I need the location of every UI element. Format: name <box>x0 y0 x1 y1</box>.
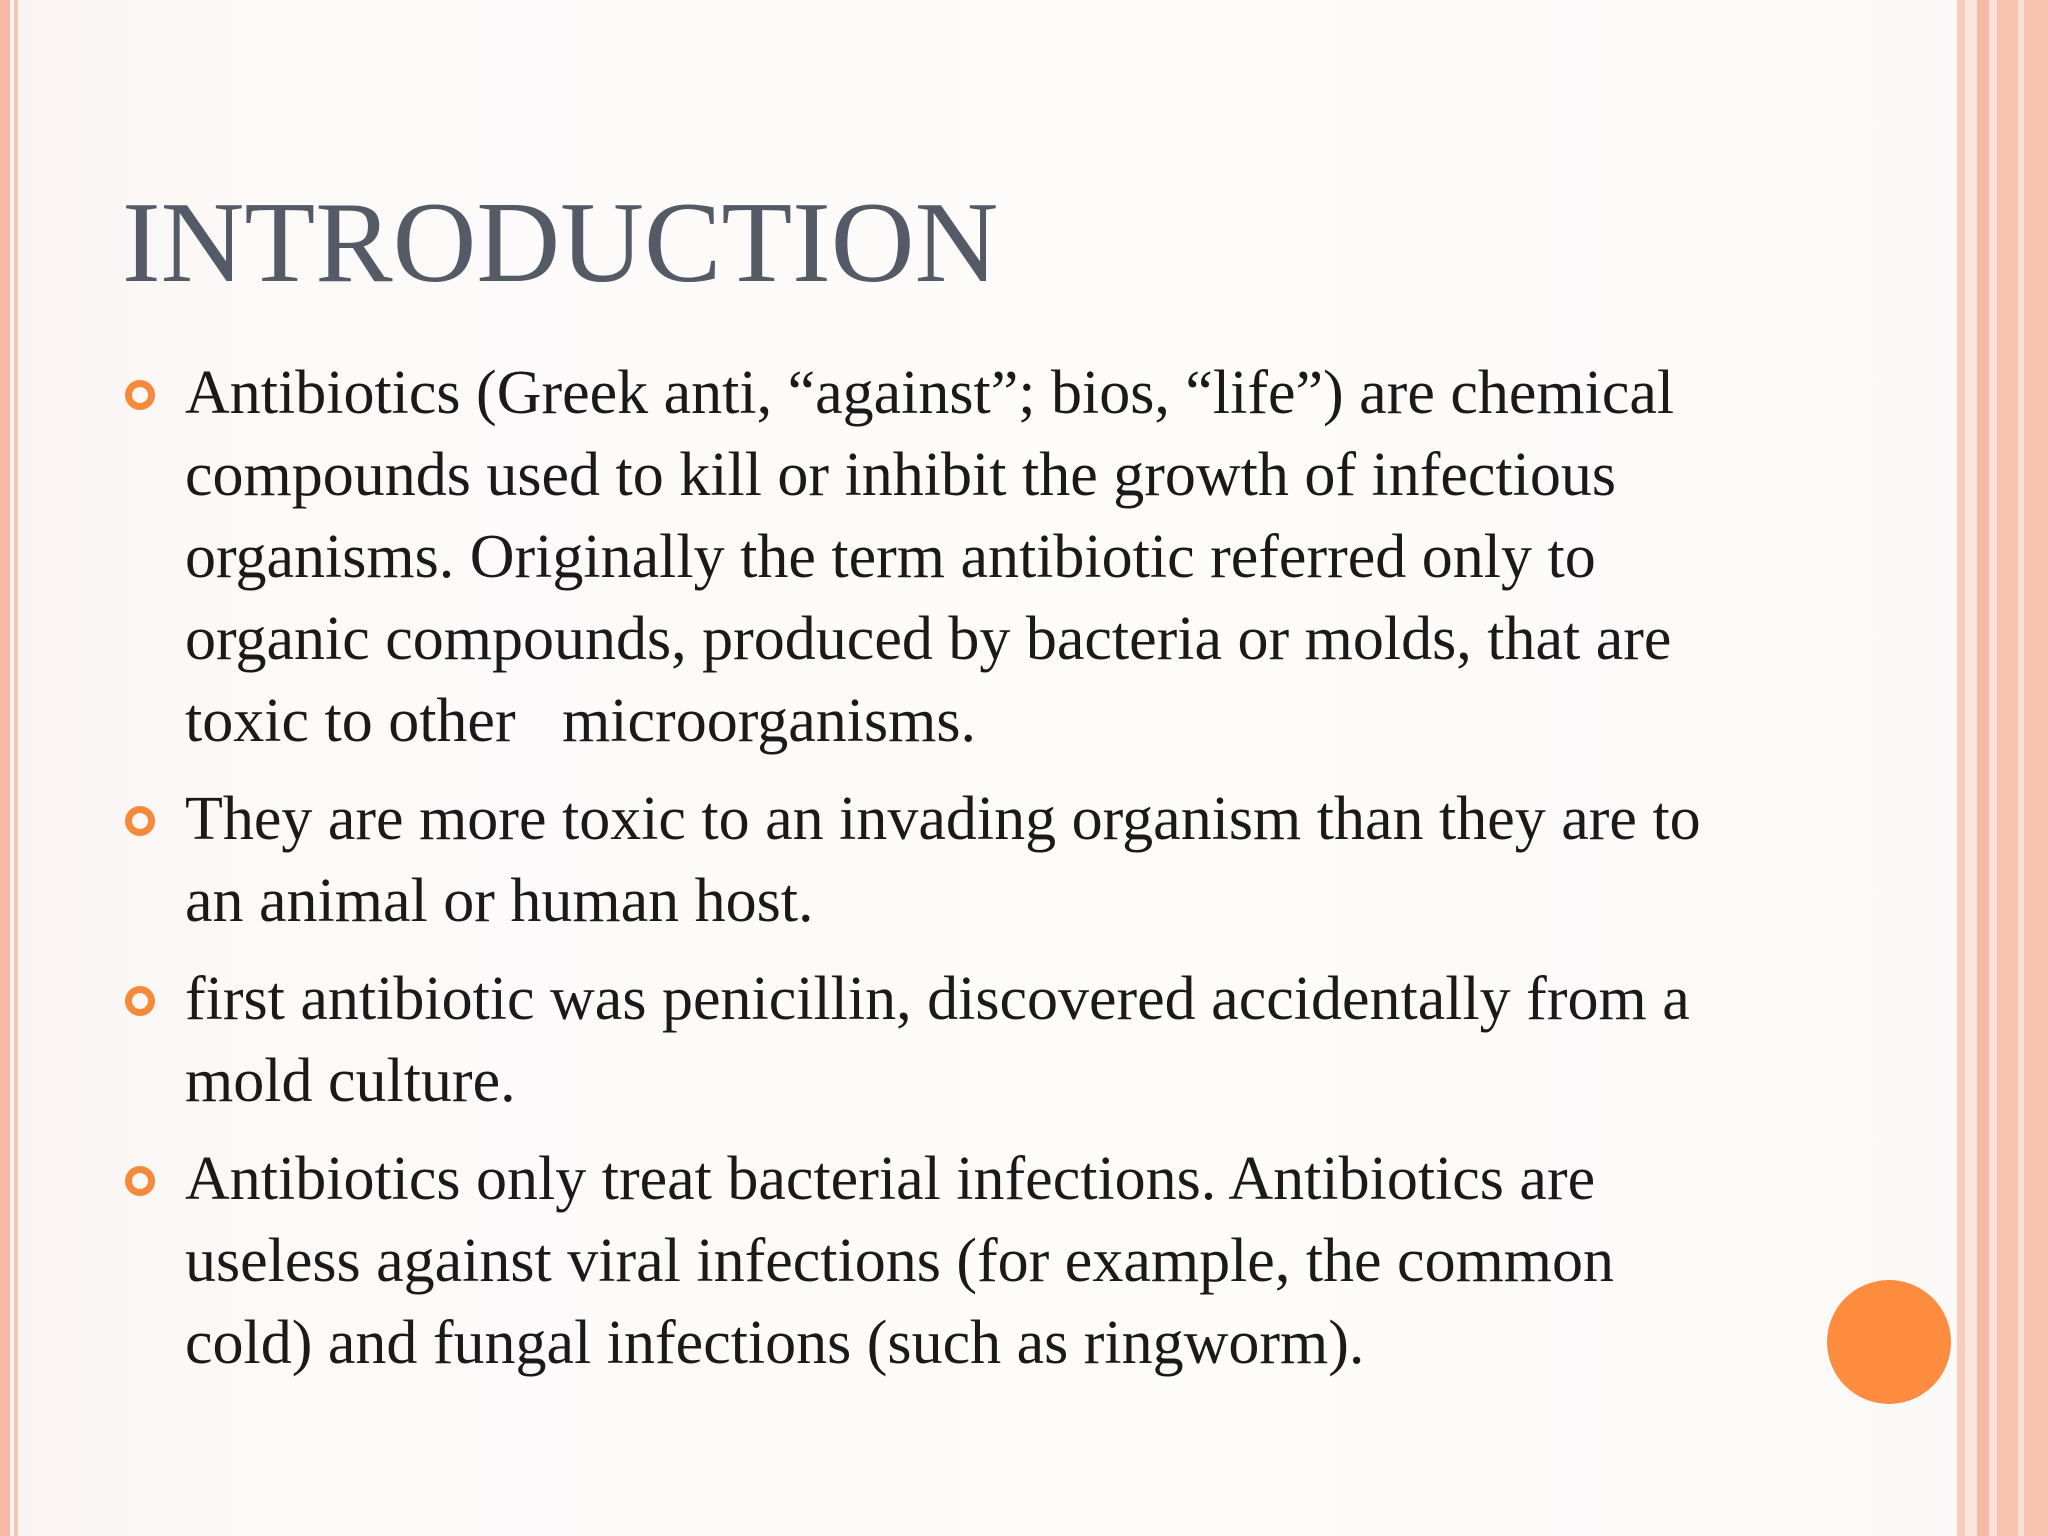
bullet-text-line: Antibiotics only treat bacterial infections. Antibiotics are <box>185 1145 1596 1213</box>
bullet-ring-icon <box>125 1166 155 1196</box>
bullet-text-line: mold culture. <box>185 1047 516 1115</box>
bullet-text-line: first antibiotic was penicillin, discovered accidentally from a <box>185 965 1690 1033</box>
bullet-item <box>185 958 1865 1122</box>
bullet-ring-icon <box>125 380 155 410</box>
bullet-text-line: organic compounds, produced by bacteria or molds, that are <box>185 605 1672 673</box>
right-border-stripe <box>1989 0 1997 1536</box>
bullet-text-line: an animal or human host. <box>185 867 814 935</box>
bullet-item <box>185 778 1865 942</box>
right-border-stripe <box>2018 0 2024 1536</box>
slide-title: INTRODUCTION <box>122 179 999 307</box>
bullet-ring-icon <box>125 986 155 1016</box>
bullet-text-line: They are more toxic to an invading organism than they are to <box>185 785 1701 853</box>
bullet-text-line: cold) and fungal infections (such as ringworm). <box>185 1309 1365 1377</box>
bullet-text-line: organisms. Originally the term antibiotic referred only to <box>185 523 1596 591</box>
bullet-text-line: toxic to other microorganisms. <box>185 687 976 755</box>
decorative-orange-circle <box>1827 1280 1951 1404</box>
right-border-stripe <box>1965 0 1977 1536</box>
bullet-text-line: Antibiotics (Greek anti, “against”; bios, “life”) are chemical <box>185 359 1675 427</box>
bullet-item <box>185 352 1865 762</box>
right-border-stripe <box>1977 0 1989 1536</box>
right-border-stripe <box>1957 0 1965 1536</box>
left-border-stripe-thin <box>14 0 18 1536</box>
bullet-text-line: compounds used to kill or inhibit the growth of infectious <box>185 441 1616 509</box>
left-border-stripe <box>0 0 10 1536</box>
bullet-item <box>185 1138 1865 1384</box>
bullet-ring-icon <box>125 806 155 836</box>
bullet-text-line: useless against viral infections (for example, the common <box>185 1227 1615 1295</box>
